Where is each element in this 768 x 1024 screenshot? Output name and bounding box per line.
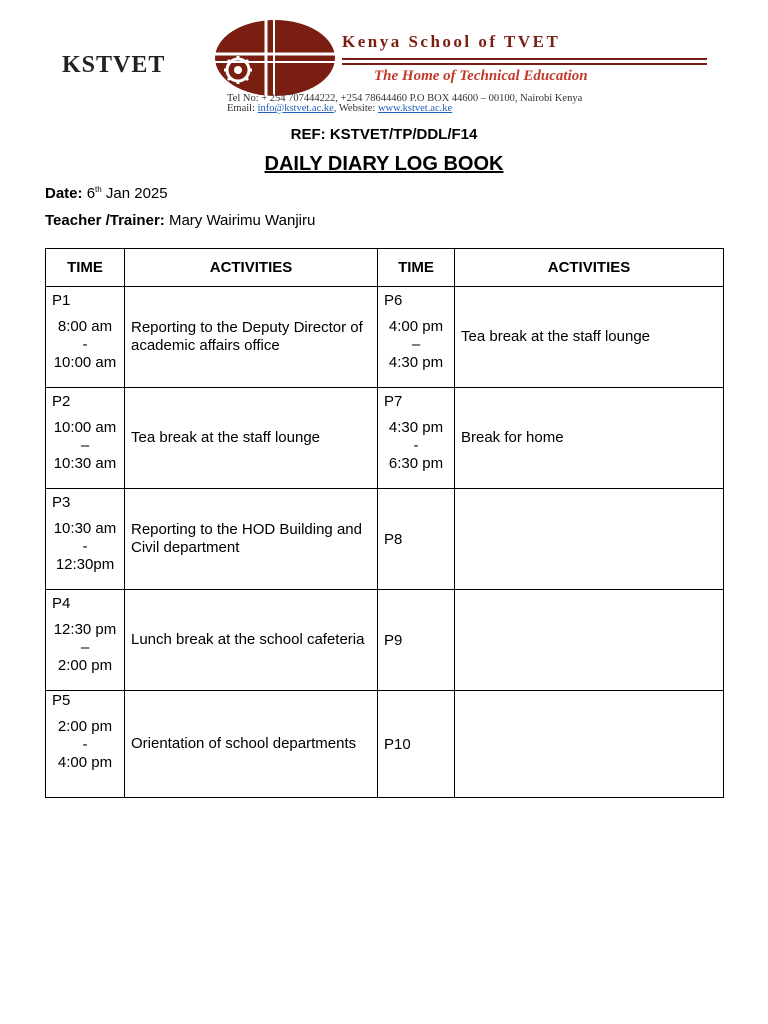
- date-month-year: Jan 2025: [101, 185, 168, 202]
- website-link[interactable]: www.kstvet.ac.ke: [377, 103, 453, 114]
- header-activities: ACTIVITIES: [125, 249, 378, 287]
- activity-cell: Reporting to the HOD Building and Civil department: [125, 489, 378, 590]
- time-cell: [378, 388, 455, 489]
- time-separator: -: [82, 538, 88, 555]
- time-separator: –: [80, 639, 90, 656]
- contact-email-website: [227, 104, 582, 114]
- period-label: P5: [52, 692, 71, 709]
- date-day: 6: [86, 185, 96, 202]
- time-end: 10:30 am: [53, 455, 117, 472]
- website-label: , Website:: [333, 103, 376, 114]
- time-range: [52, 318, 118, 372]
- email-label: Email:: [227, 103, 255, 114]
- time-cell: [378, 287, 455, 388]
- time-end: 4:30 pm: [388, 354, 444, 371]
- table-row: [46, 287, 724, 388]
- time-end: 6:30 pm: [388, 455, 444, 472]
- activity-cell: [455, 590, 724, 691]
- time-start: 10:30 am: [53, 520, 117, 537]
- time-cell: [46, 388, 125, 489]
- contact-phone-address: Tel No: + 254 707444222, +254 78644460 P.O BOX 44600 – 00100, Nairobi Kenya: [227, 93, 583, 104]
- table-row: [46, 388, 724, 489]
- activity-cell: Tea break at the staff lounge: [455, 287, 724, 388]
- time-cell: [46, 287, 125, 388]
- date-suffix: th: [95, 185, 102, 194]
- time-cell: P9: [378, 590, 455, 691]
- time-end: 2:00 pm: [57, 657, 113, 674]
- time-range: [384, 318, 448, 372]
- table-row: [46, 691, 724, 798]
- header-time: TIME: [378, 249, 455, 287]
- letterhead-rule: [342, 63, 707, 65]
- time-cell: P10: [378, 691, 455, 798]
- logo-wordmark: KSTVET: [62, 52, 166, 78]
- period-label: P3: [52, 494, 71, 511]
- time-range: [52, 621, 118, 675]
- period-label: P4: [52, 595, 71, 612]
- time-end: 12:30pm: [55, 556, 115, 573]
- school-name: Kenya School of TVET: [342, 32, 561, 51]
- activity-cell: Orientation of school departments: [125, 691, 378, 798]
- period-label: P7: [384, 393, 403, 410]
- time-end: 10:00 am: [53, 354, 117, 371]
- time-start: 12:30 pm: [53, 621, 117, 638]
- school-tagline: The Home of Technical Education: [374, 68, 588, 84]
- time-separator: -: [413, 437, 419, 454]
- teacher-value: Mary Wairimu Wanjiru: [168, 212, 316, 229]
- header-activities: ACTIVITIES: [455, 249, 724, 287]
- period-label: P2: [52, 393, 71, 410]
- activity-cell: Lunch break at the school cafeteria: [125, 590, 378, 691]
- table-row: [46, 489, 724, 590]
- activity-cell: Break for home: [455, 388, 724, 489]
- time-start: 4:30 pm: [388, 419, 444, 436]
- letterhead-rule: [342, 58, 707, 60]
- period-label: P1: [52, 292, 71, 309]
- activity-cell: Tea break at the staff lounge: [125, 388, 378, 489]
- activity-cell: Reporting to the Deputy Director of academic affairs office: [125, 287, 378, 388]
- date-value: [87, 185, 168, 202]
- time-cell: [46, 590, 125, 691]
- diary-table: [45, 248, 724, 798]
- date-label: Date:: [45, 185, 83, 202]
- time-range: [384, 419, 448, 473]
- time-end: 4:00 pm: [57, 754, 113, 771]
- letterhead: [52, 18, 720, 116]
- time-start: 2:00 pm: [57, 718, 113, 735]
- reference-number: REF: KSTVET/TP/DDL/F14: [290, 126, 478, 143]
- time-cell: P8: [378, 489, 455, 590]
- time-cell: [46, 489, 125, 590]
- period-label: P6: [384, 292, 403, 309]
- email-link[interactable]: info@kstvet.ac.ke: [257, 103, 334, 114]
- time-start: 4:00 pm: [388, 318, 444, 335]
- time-cell: [46, 691, 125, 798]
- time-range: [52, 718, 118, 772]
- page-title: DAILY DIARY LOG BOOK: [264, 153, 504, 175]
- date-field: [45, 185, 168, 202]
- time-separator: -: [82, 736, 88, 753]
- table-header-row: [46, 249, 724, 287]
- time-start: 8:00 am: [57, 318, 113, 335]
- teacher-field: [45, 212, 315, 229]
- time-separator: –: [411, 336, 421, 353]
- time-start: 10:00 am: [53, 419, 117, 436]
- time-range: [52, 419, 118, 473]
- teacher-label: Teacher /Trainer:: [45, 212, 165, 229]
- time-range: [52, 520, 118, 574]
- activity-cell: [455, 691, 724, 798]
- time-separator: –: [80, 437, 90, 454]
- time-separator: -: [82, 336, 88, 353]
- contact-block: [227, 94, 582, 114]
- table-row: [46, 590, 724, 691]
- activity-cell: [455, 489, 724, 590]
- header-time: TIME: [46, 249, 125, 287]
